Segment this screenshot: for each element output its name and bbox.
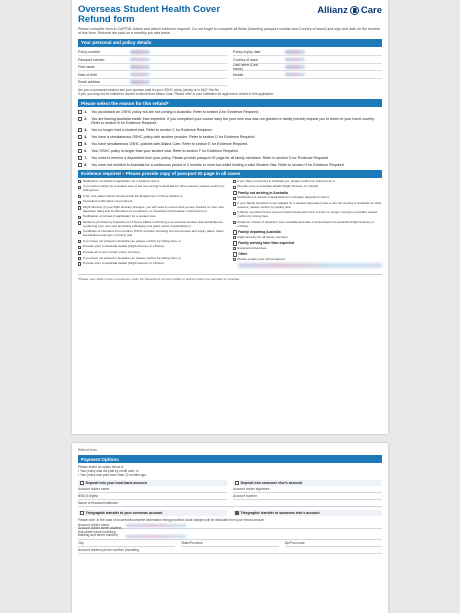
- evidence-text: Flight itinerary for all family members: [237, 234, 288, 239]
- redacted-value: [130, 65, 150, 69]
- field-input[interactable]: [112, 50, 227, 55]
- redacted-value: [285, 73, 305, 77]
- reason-checkbox[interactable]: [78, 149, 82, 153]
- redacted-value: [285, 58, 305, 62]
- account-holder-signature-field[interactable]: Account holder signature: [233, 486, 382, 493]
- telegraphic-options: [78, 510, 382, 516]
- reason-number: 5.: [84, 141, 88, 146]
- reason-checkbox[interactable]: [78, 117, 82, 121]
- evidence-group[interactable]: [233, 241, 383, 245]
- evidence-item[interactable]: [78, 185, 228, 193]
- evidence-checkbox[interactable]: [78, 195, 81, 198]
- evidence-text: Notification of refusal of application for a Student visa or: [82, 178, 160, 183]
- evidence-item[interactable]: [233, 221, 383, 229]
- field-label: Country of issue: [233, 57, 259, 62]
- option-tt-own[interactable]: Telegraphic transfer to your overseas account: [78, 510, 227, 516]
- reason-text: You have simultaneous OSHC policies with Allianz Care. Refer to section E for Evidence Required.: [91, 141, 249, 146]
- evidence-right: [233, 180, 383, 270]
- reason-number: 6.: [84, 148, 88, 153]
- form-header: [78, 5, 382, 25]
- evidence-text: (Your visa status will be checked with the Department of Home Affairs) or: [82, 193, 183, 198]
- evidence-text: If you have not arrived in Australia yet, please confirm by ticking here or: [237, 178, 336, 183]
- redacted-value: [285, 50, 305, 54]
- policy-field-row: [233, 64, 382, 72]
- policy-field-row: [233, 49, 382, 57]
- evidence-item[interactable]: [78, 245, 228, 249]
- reason-checkbox[interactable]: [78, 163, 82, 167]
- section-policy-details: Your personal and policy details: [78, 39, 382, 47]
- evidence-text: Provide entry to Australia details (Flight itinerary or eTicket): [82, 261, 164, 266]
- evidence-checkbox[interactable]: [78, 221, 81, 224]
- field-label: Date of birth: [78, 72, 98, 77]
- evidence-checkbox[interactable]: [233, 230, 237, 234]
- reason-number: 1.: [84, 109, 88, 114]
- field-input[interactable]: [267, 50, 382, 55]
- redacted-value: [130, 73, 150, 77]
- state-field[interactable]: State/Province: [181, 540, 278, 547]
- evidence-checkbox[interactable]: [78, 180, 81, 183]
- evidence-item[interactable]: [233, 185, 383, 189]
- section-evidence: Evidence required – Please provide copy of passport ID page in all cases: [78, 170, 382, 178]
- evidence-item[interactable]: [233, 202, 383, 210]
- evidence-checkbox[interactable]: [233, 212, 236, 215]
- tt-account-holder-address[interactable]: Account holder street address (full street name including building and street number): [78, 529, 382, 540]
- evidence-text: Provide entry to Australia details (Flight itinerary or eTicket): [237, 184, 319, 189]
- evidence-item[interactable]: [233, 247, 383, 251]
- evidence-text: If family members hold a current student dependent visa, but are no longer coming to Australia, please confirm by ticking here: [237, 210, 378, 219]
- evidence-item[interactable]: [233, 180, 383, 184]
- section-payment-options: Payment Options: [78, 455, 382, 463]
- option-local-bank[interactable]: Deposit into your local bank account: [78, 480, 227, 486]
- evidence-checkbox[interactable]: [78, 216, 81, 219]
- redacted-value: [126, 524, 186, 528]
- field-input[interactable]: [267, 72, 382, 77]
- tt-note: Please note: In the case of incorrect/incomplete information being provided, bank charges will be deducted from your refund amount.: [78, 518, 265, 522]
- redacted-explanation: [238, 263, 383, 268]
- allianz-eagle-icon: [350, 6, 359, 15]
- field-label: Policy expiry date: [233, 50, 261, 55]
- evidence-checkbox[interactable]: [233, 221, 236, 224]
- evidence-item[interactable]: [78, 215, 228, 219]
- reason-text: You were not resident in Australia for a continuous period of 3 months or more but whilst holding a valid Student Visa. Refer to section H for Evidence Required.: [91, 162, 345, 167]
- policy-fields-right: [233, 49, 382, 87]
- field-input[interactable]: [112, 72, 227, 77]
- payment-note: Please select an option below if: • Your policy was not paid by credit card, or • Your policy was paid more than 12 months ago: [78, 465, 147, 477]
- evidence-checkbox[interactable]: [233, 258, 236, 261]
- evidence-item[interactable]: [233, 196, 383, 200]
- reason-item[interactable]: [78, 149, 382, 153]
- evidence-checkbox[interactable]: [78, 262, 81, 265]
- field-input[interactable]: [112, 57, 227, 62]
- field-input[interactable]: [112, 80, 227, 85]
- city-state-zip: [78, 540, 382, 547]
- field-label: Email address: [78, 80, 101, 85]
- evidence-checkbox[interactable]: [233, 247, 236, 250]
- page2-header: Refund form: [78, 448, 97, 452]
- policy-fields-left: [78, 49, 227, 87]
- field-label: First name: [78, 65, 95, 70]
- evidence-checkbox[interactable]: [78, 251, 81, 254]
- reason-text: You need to remove a dependent from your policy. Please provide passport ID page for all family members. Refer to section G for Evidence Required.: [91, 155, 330, 160]
- reason-number: 4.: [84, 134, 88, 139]
- reason-item[interactable]: [78, 135, 382, 139]
- evidence-group[interactable]: [233, 230, 383, 234]
- section-refund-reason: Please select the reason for this refund*: [78, 99, 382, 107]
- account-holder-name-field[interactable]: Account holder name: [78, 486, 227, 493]
- redacted-value: [130, 80, 150, 84]
- form-page-2: [72, 443, 388, 613]
- evidence-checkbox[interactable]: [78, 240, 81, 243]
- evidence-left: [78, 180, 228, 270]
- reason-text: You have a simultaneous OSHC policy with another provider. Refer to section D for Evidence Required.: [91, 134, 256, 139]
- checkbox-local-bank[interactable]: [80, 481, 84, 485]
- evidence-text: Provide all of your current policy numbers: [82, 250, 140, 254]
- evidence-text: Family not arriving in Australia: [238, 191, 288, 196]
- evidence-checkbox[interactable]: [78, 257, 81, 260]
- policy-fields: [78, 49, 382, 87]
- policy-field-row: [78, 64, 227, 72]
- field-label: Passport number: [78, 57, 105, 62]
- reason-text: You no longer hold a student visa. Refer to section C for Evidence Required.: [91, 127, 213, 132]
- reason-number: 7.: [84, 155, 88, 160]
- evidence-checkbox[interactable]: [233, 236, 236, 239]
- field-label: Last name (Last name): [233, 63, 259, 72]
- evidence-text: Family departing Australia: [238, 230, 281, 235]
- evidence-group[interactable]: [233, 252, 383, 256]
- footnote: *Please note: Allianz Care is required to notify the Department of Home Affairs of policies which are cancelled or refunded.: [78, 274, 382, 281]
- field-label: Mobile: [233, 72, 244, 77]
- evidence-text: Family arriving later than expected: [238, 241, 295, 246]
- evidence-text: Please explain your circumstances: [237, 256, 286, 261]
- evidence-checkbox[interactable]: [233, 186, 236, 189]
- reason-checkbox[interactable]: [78, 135, 82, 139]
- evidence-text: Certificate of insurance from another OSHC provider (showing commencement and expiry dates, listed beneficiaries and type of policy) and: [82, 229, 224, 238]
- policy-field-row: [78, 49, 227, 57]
- account-number-field[interactable]: Account number: [233, 493, 382, 500]
- option-tt-someone-else[interactable]: Telegraphic transfer to someone else's account: [233, 510, 382, 516]
- evidence-item[interactable]: [78, 251, 228, 255]
- evidence-text: Notification of refusal of application for a student visa: [82, 214, 156, 219]
- evidence-text: Flight itinerary (if your flight itinerary changes, you will need to ensure that you are booked on your new departure date) and Confirmation of completion, or Cancelled Confirmation of Enrolment or: [82, 205, 224, 213]
- evidence-checkbox[interactable]: [233, 191, 237, 195]
- evidence-text: Expected arrival date: [237, 245, 267, 250]
- evidence-item[interactable]: [78, 206, 228, 214]
- evidence-text: If you did not apply for a student visa or are not coming to Australia for other reasons, please confirm by ticking here: [82, 184, 225, 193]
- field-input[interactable]: [267, 57, 382, 62]
- reason-text: You are leaving Australia earlier than expected. If you completed your course early but your new visa was not granted or family (mixed) request you to return to your home country. Refer to section B for Evidence Required.: [91, 116, 375, 125]
- evidence-checkbox[interactable]: [233, 197, 236, 200]
- reason-number: 2.: [84, 116, 88, 121]
- field-input[interactable]: [112, 65, 227, 70]
- evidence-text: Provide entry to Australia details (Flight itinerary or eTicket): [82, 244, 164, 249]
- reason-item[interactable]: [78, 128, 382, 132]
- evidence-checkbox[interactable]: [78, 246, 81, 249]
- reason-item[interactable]: [78, 163, 382, 167]
- evidence-text: If your family members never applied for a student dependent visa or are not coming to Australia for other reasons, please confirm by ticking here: [237, 201, 382, 209]
- evidence-text: Evidence of date of departure from Australia and date of arrival back into Australia (Flight itinerary or eTicket): [237, 219, 375, 228]
- policy-field-row: [78, 79, 227, 87]
- evidence-item[interactable]: [78, 262, 228, 266]
- reason-item[interactable]: [78, 110, 382, 114]
- form-page-1: [72, 0, 388, 434]
- redacted-value: [285, 65, 305, 69]
- bank-fields: [78, 486, 382, 500]
- evidence-item[interactable]: [233, 236, 383, 240]
- bank-name-field[interactable]: Name of financial institution: [78, 500, 382, 507]
- evidence-item[interactable]: [78, 200, 228, 204]
- reason-checkbox[interactable]: [78, 156, 82, 160]
- evidence-checkbox[interactable]: [78, 231, 81, 234]
- evidence-grid: [78, 180, 382, 270]
- evidence-text: Evidence provided by Department of Home Affairs confirming your previous student visa and Evidence confirming your new visa (including a Bridging visa grant notice if applicable) or: [82, 220, 223, 228]
- evidence-item[interactable]: [78, 257, 228, 261]
- policy-field-row: [78, 71, 227, 79]
- tt-account-holder-name[interactable]: Account holder name: [78, 522, 382, 529]
- reason-checkbox[interactable]: [78, 128, 82, 132]
- redacted-value: [130, 50, 150, 54]
- redacted-value: [130, 58, 150, 62]
- evidence-checkbox[interactable]: [233, 180, 236, 183]
- reason-checkbox[interactable]: [78, 142, 82, 146]
- evidence-checkbox[interactable]: [233, 252, 237, 256]
- reason-text: You purchased an OSHC policy but are not coming to Australia. Refer to section A for Evidence Required.: [91, 109, 259, 114]
- allianz-logo: Allianz Care: [317, 5, 382, 16]
- checkbox-tt-someone-else[interactable]: [235, 511, 239, 515]
- evidence-item[interactable]: [233, 258, 383, 262]
- evidence-item[interactable]: [233, 211, 383, 219]
- reason-number: 8.: [84, 162, 88, 167]
- evidence-text: If you have not arrived in Australia yet, please confirm by ticking here or: [82, 255, 181, 260]
- option-someone-else-account[interactable]: Deposit into someone else's account: [233, 480, 382, 486]
- reason-number: 3.: [84, 127, 88, 132]
- city-field[interactable]: City: [78, 540, 175, 547]
- evidence-checkbox[interactable]: [78, 206, 81, 209]
- evidence-checkbox[interactable]: [78, 186, 81, 189]
- policy-field-row: [233, 71, 382, 79]
- checkbox-someone-else-account[interactable]: [235, 481, 239, 485]
- reason-item[interactable]: [78, 117, 382, 125]
- reason-checkbox[interactable]: [78, 110, 82, 114]
- form-title: Overseas Student Health Cover Refund form: [78, 4, 221, 25]
- reason-item[interactable]: [78, 156, 382, 160]
- evidence-item[interactable]: [78, 230, 228, 238]
- evidence-item[interactable]: [78, 195, 228, 199]
- phone-field[interactable]: Account holders phone number (including: [78, 547, 382, 554]
- bsb-field[interactable]: BSB (6 digits): [78, 493, 227, 500]
- reason-list: [78, 110, 382, 167]
- evidence-checkbox[interactable]: [78, 201, 81, 204]
- evidence-checkbox[interactable]: [233, 202, 236, 205]
- evidence-item[interactable]: [78, 240, 228, 244]
- zip-field[interactable]: Zip/Post code: [285, 540, 382, 547]
- field-input[interactable]: [267, 65, 382, 70]
- checkbox-tt-own[interactable]: [80, 511, 84, 515]
- form-intro: Please complete form in CAPITAL letters and attach evidence required. Do not forget to complete all fields (including passport number and Country of Issue) and sign and date on the reverse of this form. Refunds are paid on a monthly pro rata basis.: [78, 27, 380, 36]
- evidence-item[interactable]: [78, 221, 228, 229]
- evidence-text: If you have not arrived in Australia yet, please confirm by ticking here or: [82, 238, 181, 243]
- evidence-item[interactable]: [78, 180, 228, 184]
- evidence-text: Cancelled confirmation of enrolment: [82, 199, 133, 204]
- sponsor-note: Are you a sponsored student and your sponsor paid for your OSHC policy (wholly or in full)? Yes No If yes, you may not be entitled to receive a refund from Allianz Care. Please refer to your institution for approval to refund to this application.: [78, 88, 275, 97]
- evidence-text: Notification of refusal of application for a Student dependent visa or: [237, 195, 330, 200]
- reason-item[interactable]: [78, 142, 382, 146]
- redacted-value: [126, 535, 186, 539]
- reason-text: Your OSHC policy is longer than your student visa. Refer to section F for Evidence Required.: [91, 148, 239, 153]
- evidence-text: Other: [238, 252, 248, 257]
- policy-field-row: [78, 56, 227, 64]
- evidence-checkbox[interactable]: [233, 241, 237, 245]
- field-label: Policy number: [78, 50, 101, 55]
